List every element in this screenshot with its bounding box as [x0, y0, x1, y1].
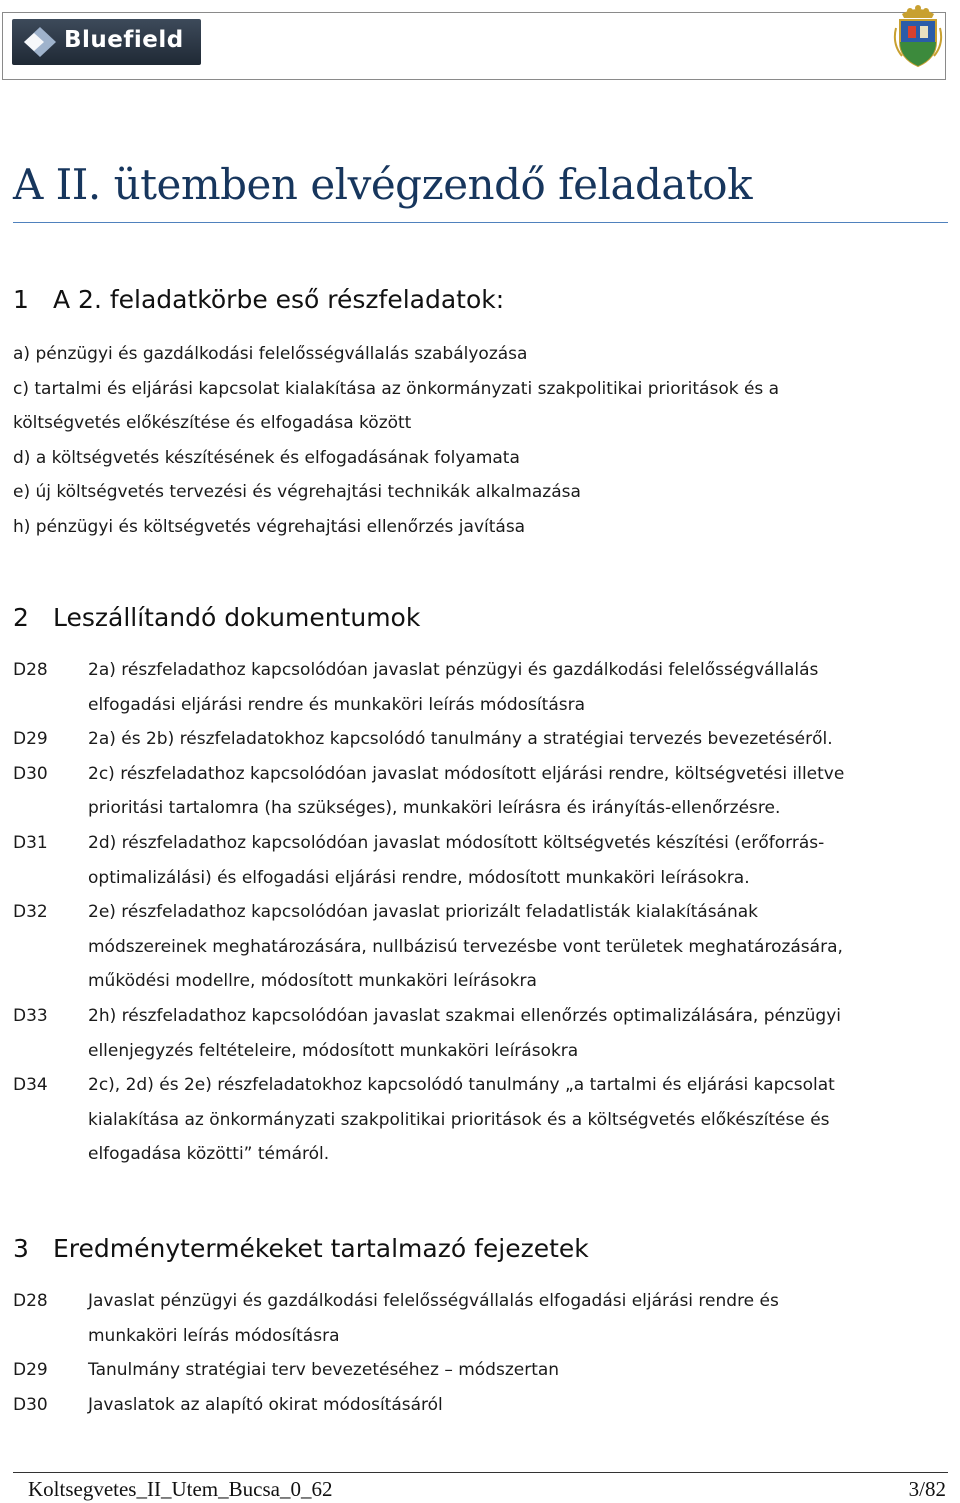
- result-line: Javaslatok az alapító okirat módosításáról: [88, 1394, 443, 1415]
- deliverable-line: optimalizálási) és elfogadási eljárási rendre, módosított munkaköri leírásokra.: [88, 867, 750, 888]
- deliverable-code: D32: [13, 902, 48, 923]
- task-item: h) pénzügyi és költségvetés végrehajtási ellenőrzés javítása: [13, 516, 526, 537]
- deliverable-line: 2h) részfeladathoz kapcsolódóan javaslat szakmai ellenőrzés optimalizálására, pénzügyi: [88, 1005, 841, 1026]
- task-item: c) tartalmi és eljárási kapcsolat kialakítása az önkormányzati szakpolitikai prioritások és a: [13, 378, 780, 399]
- deliverable-text: [88, 895, 948, 999]
- footer-page-number: 3/82: [908, 1477, 946, 1501]
- deliverable-line: 2d) részfeladathoz kapcsolódóan javaslat módosított költségvetés készítési (erőforrás-: [88, 832, 825, 853]
- result-text: [88, 1353, 948, 1388]
- coat-of-arms-icon: [892, 4, 944, 68]
- result-row: [13, 1284, 948, 1353]
- deliverable-code: D31: [13, 832, 48, 853]
- section-3-title: Eredménytermékeket tartalmazó fejezetek: [53, 1234, 589, 1263]
- section-3-heading: [13, 1234, 589, 1263]
- result-code: D29: [13, 1360, 48, 1381]
- deliverable-line: kialakítása az önkormányzati szakpolitikai prioritások és a költségvetés előkészítése és: [88, 1109, 830, 1130]
- result-line: Javaslat pénzügyi és gazdálkodási felelősségvállalás elfogadási eljárási rendre és: [88, 1291, 779, 1311]
- deliverables-list: [13, 653, 948, 1172]
- deliverable-line: elfogadási eljárási rendre és munkaköri leírás módosításra: [88, 694, 586, 715]
- deliverable-code: D28: [13, 660, 48, 680]
- result-code: D30: [13, 1394, 48, 1415]
- bluefield-logo: [12, 19, 201, 65]
- deliverable-line: 2a) és 2b) részfeladatokhoz kapcsolódó tanulmány a stratégiai tervezés bevezetéséről.: [88, 729, 833, 750]
- deliverable-line: módszereinek meghatározására, nullbázisú tervezésbe vont területek meghatározására,: [88, 936, 843, 957]
- deliverable-line: 2c) részfeladathoz kapcsolódóan javaslat módosított eljárási rendre, költségvetési illetve: [88, 763, 845, 784]
- result-text: [88, 1284, 948, 1353]
- deliverable-text: [88, 757, 948, 826]
- deliverable-text: [88, 1068, 948, 1172]
- result-code: D28: [13, 1291, 48, 1311]
- result-line: munkaköri leírás módosításra: [88, 1325, 340, 1346]
- deliverable-text: [88, 826, 948, 895]
- deliverable-row: [13, 826, 948, 895]
- deliverable-row: [13, 757, 948, 826]
- section-2-number: 2: [13, 603, 29, 632]
- logo-mark-icon: [20, 25, 60, 59]
- result-row: [13, 1388, 948, 1423]
- task-item: költségvetés előkészítése és elfogadása között: [13, 413, 412, 434]
- page-title: A II. ütemben elvégzendő feladatok: [13, 160, 753, 209]
- result-chapters-list: [13, 1284, 948, 1422]
- footer-rule: [13, 1472, 948, 1473]
- footer-filename: Koltsegvetes_II_Utem_Bucsa_0_62: [28, 1477, 333, 1501]
- deliverable-line: ellenjegyzés feltételeire, módosított munkaköri leírásokra: [88, 1040, 579, 1061]
- section-2-title: Leszállítandó dokumentumok: [53, 603, 421, 632]
- deliverable-text: [88, 653, 948, 722]
- section-1-heading: [13, 285, 504, 314]
- deliverable-line: prioritási tartalomra (ha szükséges), munkaköri leírásra és irányítás-ellenőrzésre.: [88, 798, 781, 819]
- deliverable-code: D33: [13, 1005, 48, 1026]
- task-list: [13, 337, 779, 545]
- deliverable-row: [13, 895, 948, 999]
- deliverable-line: 2a) részfeladathoz kapcsolódóan javaslat pénzügyi és gazdálkodási felelősségvállalás: [88, 660, 819, 680]
- deliverable-line: működési modellre, módosított munkaköri leírásokra: [88, 971, 537, 992]
- deliverable-line: 2e) részfeladathoz kapcsolódóan javaslat priorizált feladatlisták kialakításának: [88, 902, 759, 923]
- deliverable-row: [13, 999, 948, 1068]
- deliverable-text: [88, 999, 948, 1068]
- deliverable-row: [13, 1068, 948, 1172]
- section-2-heading: [13, 603, 420, 632]
- result-text: [88, 1388, 948, 1423]
- title-underline: [13, 222, 948, 223]
- deliverable-code: D30: [13, 763, 48, 784]
- logo-text: Bluefield: [64, 27, 184, 53]
- deliverable-line: elfogadása közötti” témáról.: [88, 1144, 330, 1165]
- deliverable-line: 2c), 2d) és 2e) részfeladatokhoz kapcsolódó tanulmány „a tartalmi és eljárási kapcsolat: [88, 1075, 835, 1096]
- deliverable-code: D29: [13, 729, 48, 750]
- task-item: d) a költségvetés készítésének és elfogadásának folyamata: [13, 447, 520, 468]
- deliverable-row: [13, 653, 948, 722]
- deliverable-code: D34: [13, 1075, 48, 1096]
- section-1-title: A 2. feladatkörbe eső részfeladatok:: [53, 285, 505, 314]
- task-item: a) pénzügyi és gazdálkodási felelősségvállalás szabályozása: [13, 344, 528, 364]
- deliverable-row: [13, 722, 948, 757]
- result-line: Tanulmány stratégiai terv bevezetéséhez – módszertan: [88, 1360, 560, 1381]
- deliverable-text: [88, 722, 948, 757]
- task-item: e) új költségvetés tervezési és végrehajtási technikák alkalmazása: [13, 482, 581, 503]
- section-1-number: 1: [13, 285, 29, 314]
- section-3-number: 3: [13, 1234, 29, 1263]
- result-row: [13, 1353, 948, 1388]
